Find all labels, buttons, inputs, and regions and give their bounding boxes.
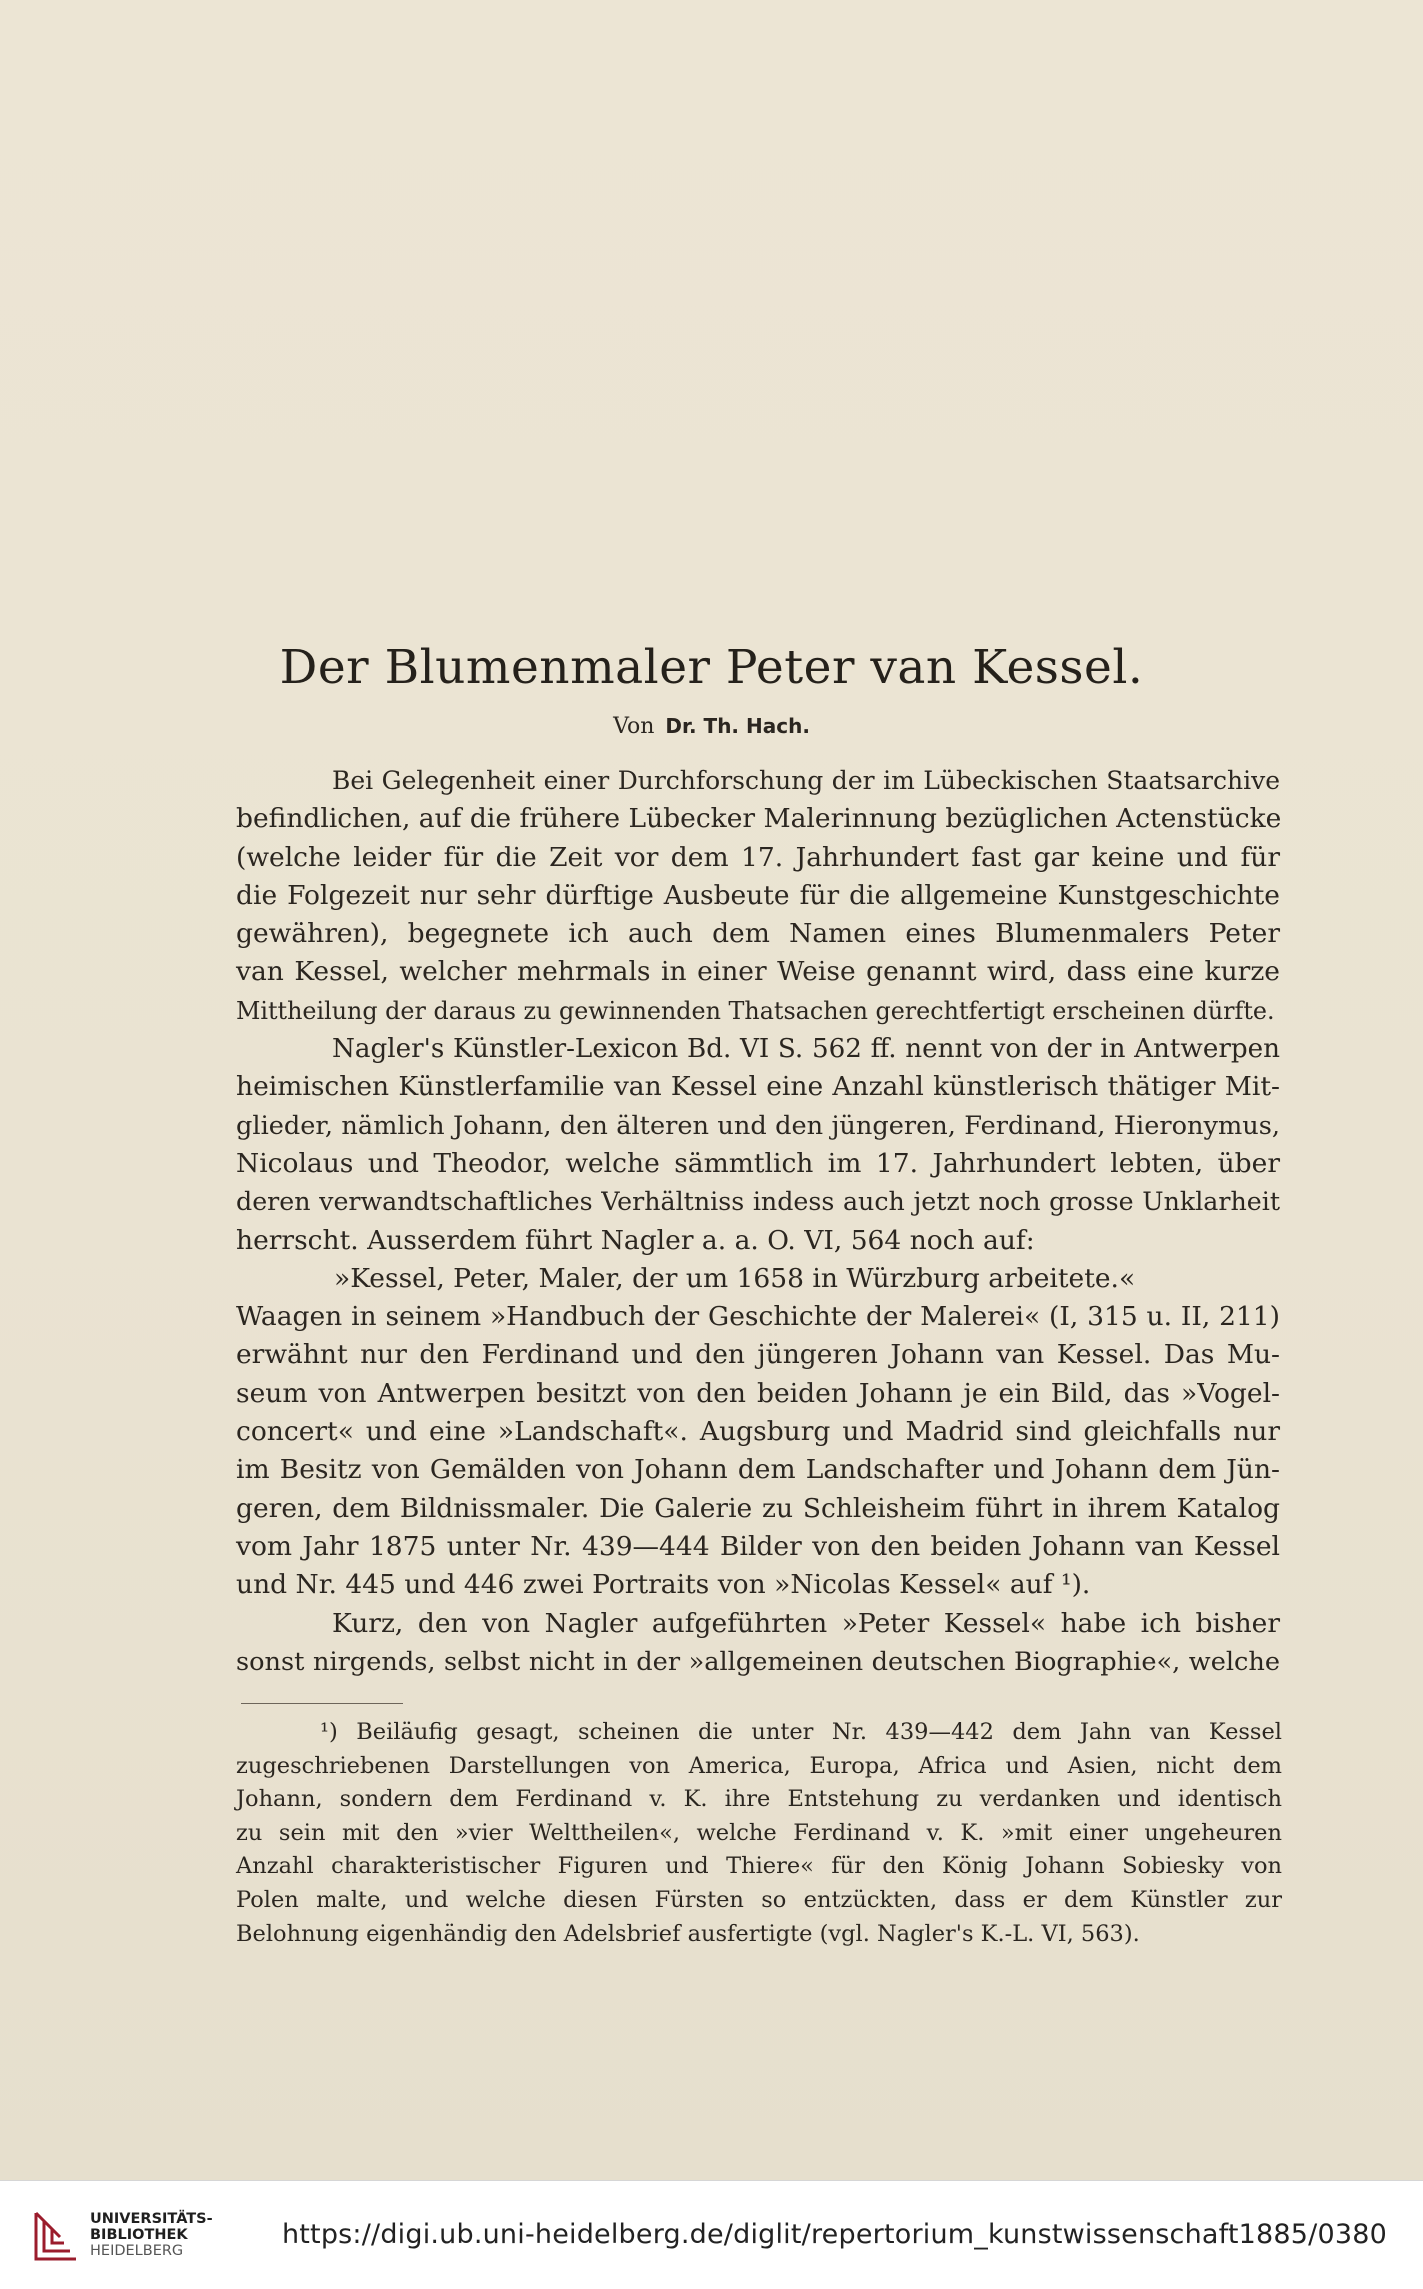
footnote-line: Anzahl charakteristischer Figuren und Thiere« für den König Johann Sobiesky von (236, 1853, 1282, 1880)
body-line: concert« und eine »Landschaft«. Augsburg und Madrid sind gleichfalls nur (236, 1416, 1280, 1448)
body-line: Waagen in seinem »Handbuch der Geschichte der Malerei« (I, 315 u. II, 211) (236, 1301, 1280, 1333)
body-line: gewähren), begegnete ich auch dem Namen eines Blumenmalers Peter (236, 918, 1280, 950)
viewer-footer (0, 2180, 1423, 2289)
article-title: Der Blumenmaler Peter van Kessel. (279, 640, 1144, 695)
footnote-line: Polen malte, und welche diesen Fürsten so entzückten, dass er dem Künstler zur (236, 1886, 1282, 1913)
footnote-line: ¹) Beiläufig gesagt, scheinen die unter Nr. 439—442 dem Jahn van Kessel (320, 1719, 1282, 1745)
footnote-divider (241, 1703, 403, 1704)
article-body (236, 762, 1280, 1681)
permalink-url[interactable]: https://digi.ub.uni-heidelberg.de/diglit/repertorium_kunstwissenschaft1885/0380 (281, 2219, 1387, 2250)
author-name: Dr. Th. Hach. (665, 714, 810, 738)
body-line: deren verwandtschaftliches Verhältniss indess auch jetzt noch grosse Unklarheit (236, 1187, 1280, 1217)
body-line: Bei Gelegenheit einer Durchforschung der im Lübeckischen Staatsarchive (332, 766, 1280, 795)
footnotes (236, 1716, 1282, 1951)
footnote-line: Belohnung eigenhändig den Adelsbrief ausfertigte (vgl. Nagler's K.-L. VI, 563). (236, 1920, 1140, 1947)
body-line: seum von Antwerpen besitzt von den beiden Johann je ein Bild, das »Vogel- (236, 1377, 1280, 1409)
byline-prefix: Von (613, 714, 655, 739)
body-line: (welche leider für die Zeit vor dem 17. Jahrhundert fast gar keine und für (236, 841, 1280, 873)
body-line: van Kessel, welcher mehrmals in einer Weise genannt wird, dass eine kurze (236, 956, 1280, 988)
article-byline (0, 714, 1423, 739)
body-line: vom Jahr 1875 unter Nr. 439—444 Bilder von den beiden Johann van Kessel (236, 1530, 1280, 1562)
body-line: geren, dem Bildnissmaler. Die Galerie zu Schleisheim führt in ihrem Katalog (236, 1492, 1280, 1524)
footnote-line: Johann, sondern dem Ferdinand v. K. ihre Entstehung zu verdanken und identisch (236, 1786, 1282, 1813)
body-line: Kurz, den von Nagler aufgeführten »Peter Kessel« habe ich bisher (332, 1607, 1280, 1639)
footnote-line: zu sein mit den »vier Welttheilen«, welche Ferdinand v. K. »mit einer ungeheuren (236, 1819, 1282, 1846)
body-line: heimischen Künstlerfamilie van Kessel eine Anzahl künstlerisch thätiger Mit- (236, 1071, 1280, 1103)
body-line: Nagler's Künstler-Lexicon Bd. VI S. 562 ff. nennt von der in Antwerpen (332, 1034, 1280, 1065)
body-line: im Besitz von Gemälden von Johann dem Landschafter und Johann dem Jün- (236, 1454, 1280, 1486)
body-line: die Folgezeit nur sehr dürftige Ausbeute für die allgemeine Kunstgeschichte (236, 879, 1280, 911)
footnote-line: zugeschriebenen Darstellungen von America, Europa, Africa und Asien, nicht dem (236, 1752, 1282, 1779)
body-line: befindlichen, auf die frühere Lübecker Malerinnung bezüglichen Actenstücke (236, 803, 1282, 835)
body-line: Mittheilung der daraus zu gewinnenden Thatsachen gerechtfertigt erscheinen dürfte. (236, 996, 1275, 1025)
library-line-2: BIBLIOTHEK (90, 2227, 188, 2243)
body-line: erwähnt nur den Ferdinand und den jüngeren Johann van Kessel. Das Mu- (236, 1339, 1280, 1371)
quoted-entry: »Kessel, Peter, Maler, der um 1658 in Würzburg arbeitete.« (334, 1262, 1136, 1294)
body-line: sonst nirgends, selbst nicht in der »allgemeinen deutschen Biographie«, welche (236, 1646, 1280, 1677)
body-line: und Nr. 445 und 446 zwei Portraits von »Nicolas Kessel« auf ¹). (236, 1569, 1091, 1601)
body-line: glieder, nämlich Johann, den älteren und den jüngeren, Ferdinand, Hieronymus, (236, 1110, 1280, 1141)
body-line: Nicolaus und Theodor, welche sämmtlich im 17. Jahrhundert lebten, über (236, 1147, 1280, 1179)
library-line-3: HEIDELBERG (90, 2243, 184, 2259)
ub-heidelberg-logo-icon (30, 2207, 82, 2265)
library-line-1: UNIVERSITÄTS- (90, 2211, 213, 2227)
library-name (90, 2211, 213, 2259)
body-line: herrscht. Ausserdem führt Nagler a. a. O. VI, 564 noch auf: (236, 1224, 1035, 1256)
